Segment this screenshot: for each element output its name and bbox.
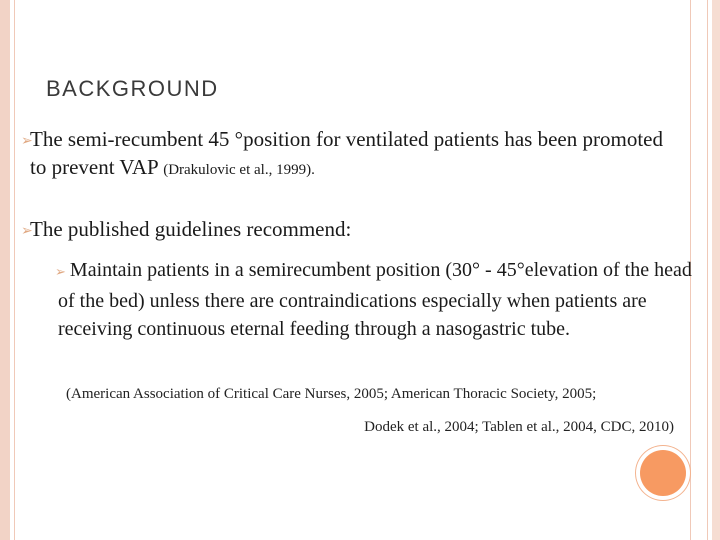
frame-right-band	[712, 0, 720, 540]
references-line-2: Dodek et al., 2004; Tablen et al., 2004, CDC, 2010)	[364, 419, 674, 435]
decorative-orange-circle	[640, 450, 686, 496]
bullet-1	[30, 125, 680, 184]
references-line-1: (American Association of Critical Care Nurses, 2005; American Thoracic Society, 2005;	[66, 386, 597, 402]
bullet-1-citation: (Drakulovic et al., 1999).	[163, 162, 315, 178]
sub-bullet-arrow-icon: ➢	[55, 265, 66, 280]
sub-bullet	[55, 256, 698, 343]
bullet-arrow-icon: ➢	[21, 223, 33, 239]
sub-bullet-text: Maintain patients in a semirecumbent position (30° - 45°elevation of the head of the bed) unless there are contraindications especially when patients are receiving continuous eternal feeding through a nasogastric tube.	[58, 259, 692, 340]
slide-title	[46, 76, 219, 102]
slide-title-text: BACKGROUND	[46, 76, 219, 101]
bullet-arrow-icon: ➢	[21, 133, 33, 149]
references	[66, 383, 686, 438]
bullet-1-text: The semi-recumbent 45 °position for ventilated patients has been promoted to prevent VAP	[30, 127, 663, 179]
frame-right-line	[707, 0, 708, 540]
bullet-2-text: The published guidelines recommend:	[30, 217, 352, 241]
frame-left-band	[0, 0, 10, 540]
frame-left-line	[14, 0, 15, 540]
bullet-2	[30, 215, 680, 243]
